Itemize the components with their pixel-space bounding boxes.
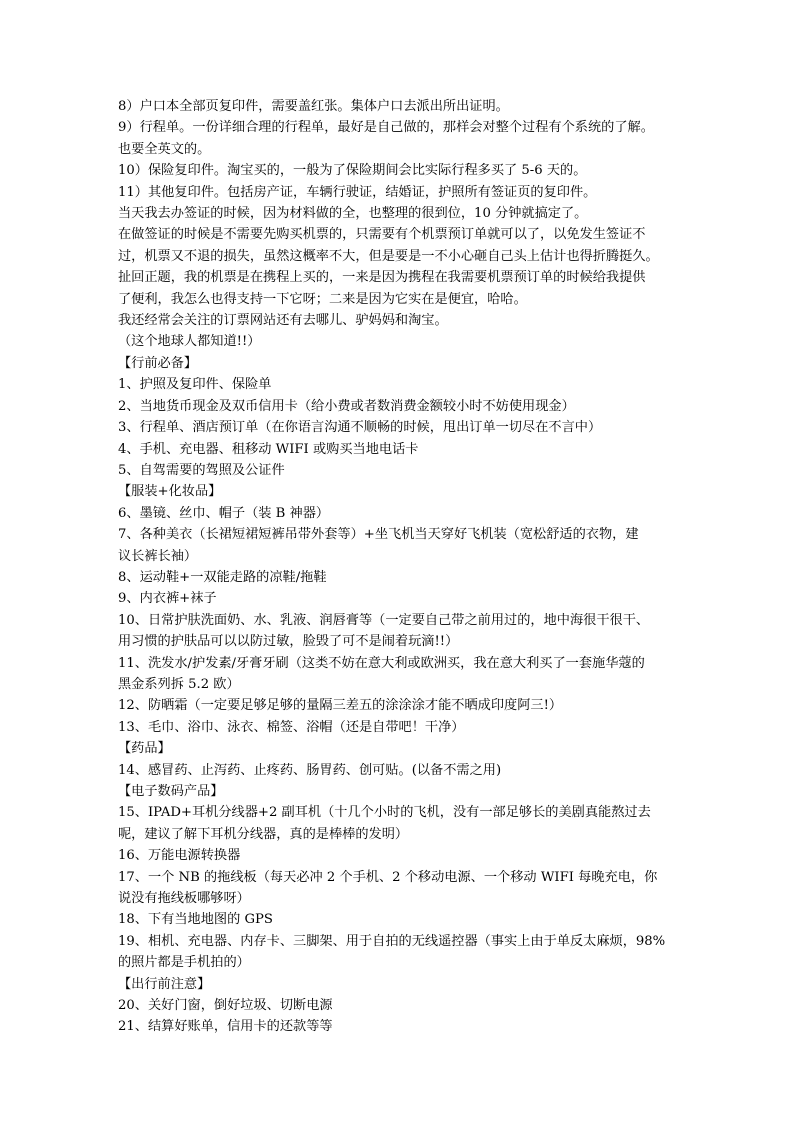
text-line: 8）户口本全部页复印件，需要盖红张。集体户口去派出所出证明。 xyxy=(118,99,509,114)
list-item: 呢，建议了解下耳机分线器，真的是棒棒的发明） xyxy=(118,826,409,842)
list-item: 5、自驾需要的驾照及公证件 xyxy=(118,462,285,478)
list-item: 用习惯的护肤品可以以防过敏，脸毁了可不是闹着玩滴!!） xyxy=(118,634,459,650)
text-line: 当天我去办签证的时候，因为材料做的全，也整理的很到位，10 分钟就搞定了。 xyxy=(118,206,588,222)
list-item: 4、手机、充电器、租移动 WIFI 或购买当地电话卡 xyxy=(118,441,419,457)
list-item: 6、墨镜、丝巾、帽子（装 B 神器） xyxy=(118,505,330,521)
list-item: 17、一个 NB 的拖线板（每天必冲 2 个手机、2 个移动电源、一个移动 WIFI 每晚充电，你 xyxy=(118,869,658,885)
list-item: 2、当地货币现金及双币信用卡（给小费或者数消费金额较小时不妨使用现金） xyxy=(118,398,575,414)
text-line: 11）其他复印件。包括房产证，车辆行驶证，结婚证，护照所有签证页的复印件。 xyxy=(118,184,597,200)
list-item: 9、内衣裤+袜子 xyxy=(118,591,217,607)
section-heading: 【服装+化妆品】 xyxy=(118,484,222,500)
section-heading: 【出行前注意】 xyxy=(118,976,211,992)
list-item: 说没有拖线板哪够呀） xyxy=(118,891,250,907)
list-item: 14、感冒药、止泻药、止疼药、肠胃药、创可贴。(以备不需之用) xyxy=(118,762,502,778)
list-item: 18、下有当地地图的 GPS xyxy=(118,912,273,928)
list-item: 10、日常护肤洗面奶、水、乳液、润唇膏等（一定要自己带之前用过的，地中海很干很干、 xyxy=(118,612,650,628)
text-line: 在做签证的时候是不需要先购买机票的，只需要有个机票预订单就可以了，以免发生签证不 xyxy=(118,227,646,243)
list-item: 12、防晒霜（一定要足够足够的量隔三差五的涂涂涂才能不晒成印度阿三!） xyxy=(118,698,563,714)
list-item: 11、洗发水/护发素/牙膏牙刷（这类不妨在意大利或欧洲买，我在意大利买了一套施华蔻的 xyxy=(118,655,645,671)
list-item: 15、IPAD+耳机分线器+2 副耳机（十几个小时的飞机，没有一部足够长的美剧真能熬过去 xyxy=(118,805,651,821)
list-item: 黑金系列拆 5.2 欧） xyxy=(118,676,240,692)
text-line: 过，机票又不退的损失，虽然这概率不大，但是要是一不小心砸自己头上估计也得折腾挺久。 xyxy=(118,248,659,264)
list-item: 7、各种美衣（长裙短裙短裤吊带外套等）+坐飞机当天穿好飞机装（宽松舒适的衣物，建 xyxy=(118,527,639,543)
document-body xyxy=(118,96,680,1038)
list-item: 的照片都是手机拍的） xyxy=(118,955,250,971)
text-line: 10）保险复印件。淘宝买的，一般为了保险期间会比实际行程多买了 5-6 天的。 xyxy=(118,163,587,179)
text-line: 9）行程单。一份详细合理的行程单，最好是自己做的，那样会对整个过程有个系统的了解。 xyxy=(118,120,654,136)
section-heading: 【药品】 xyxy=(118,741,171,757)
text-line: 我还经常会关注的订票网站还有去哪儿、驴妈妈和淘宝。 xyxy=(118,313,448,329)
text-line: 也要全英文的。 xyxy=(118,141,211,157)
list-item: 20、关好门窗，倒好垃圾、切断电源 xyxy=(118,998,333,1014)
list-item: 19、相机、充电器、内存卡、三脚架、用于自拍的无线遥控器（事实上由于单反太麻烦，98% xyxy=(118,933,666,949)
list-item: 21、结算好账单，信用卡的还款等等 xyxy=(118,1019,333,1035)
list-item: 1、护照及复印件、保险单 xyxy=(118,377,272,393)
text-line: 扯回正题，我的机票是在携程上买的，一来是因为携程在我需要机票预订单的时候给我提供 xyxy=(118,270,646,286)
list-item: 16、万能电源转换器 xyxy=(118,848,241,864)
section-heading: 【电子数码产品】 xyxy=(118,784,224,799)
list-item: 3、行程单、酒店预订单（在你语言沟通不顺畅的时候，甩出订单一切尽在不言中） xyxy=(118,420,602,436)
text-line: （这个地球人都知道!!） xyxy=(118,334,261,350)
section-heading: 【行前必备】 xyxy=(118,355,198,371)
list-item: 13、毛巾、浴巾、泳衣、棉签、浴帽（还是自带吧！干净） xyxy=(118,719,465,735)
list-item: 议长裤长袖） xyxy=(118,548,198,564)
text-line: 了便利，我怎么也得支持一下它呀；二来是因为它实在是便宜，哈哈。 xyxy=(118,291,527,307)
list-item: 8、运动鞋+一双能走路的凉鞋/拖鞋 xyxy=(118,569,327,585)
